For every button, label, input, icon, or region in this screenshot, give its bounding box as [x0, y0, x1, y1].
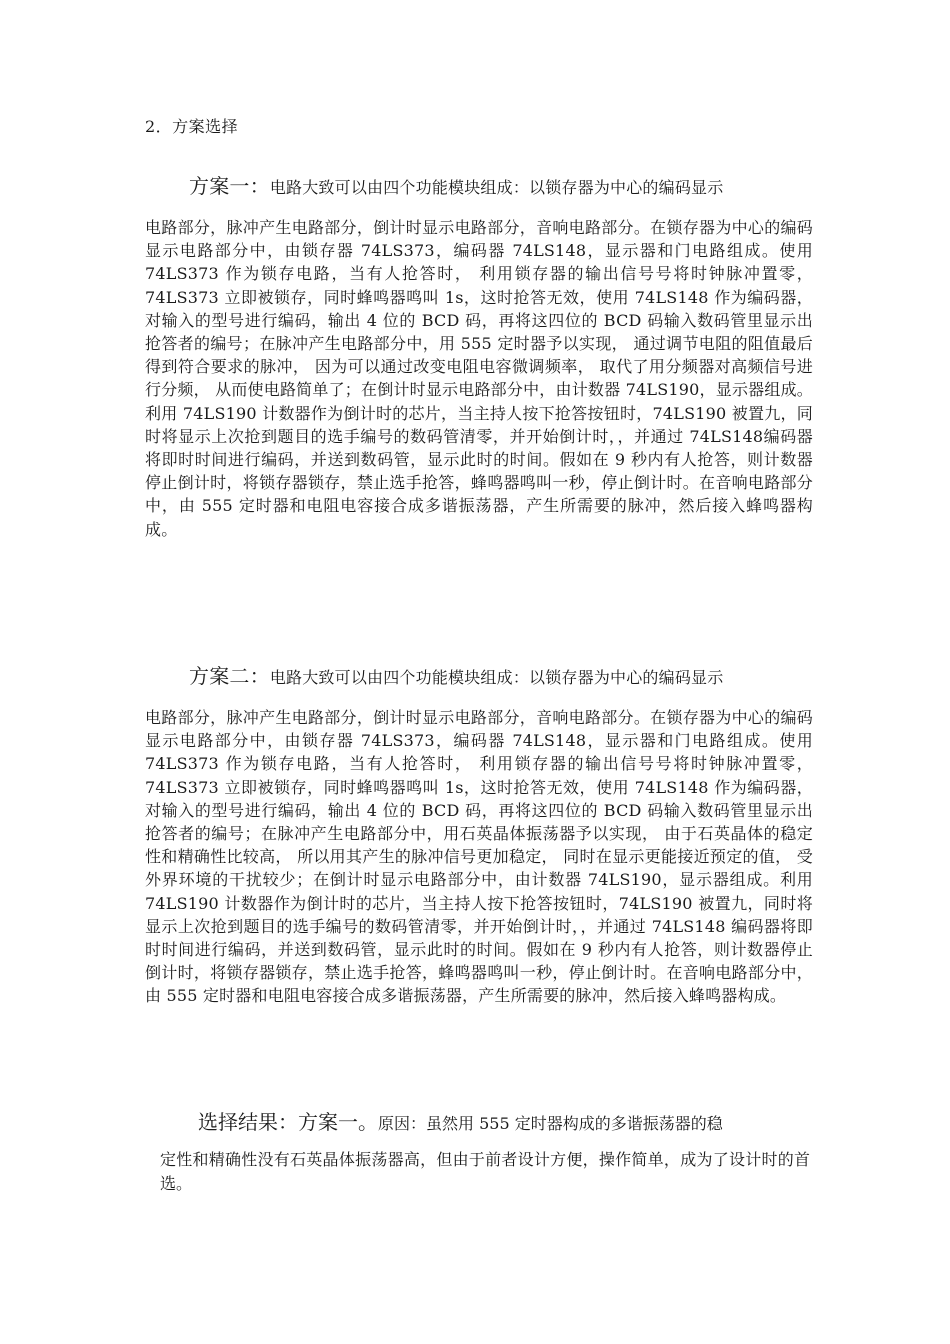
- result-body: 定性和精确性没有石英晶体振荡器高，但由于前者设计方便，操作简单，成为了设计时的首选。: [160, 1150, 810, 1193]
- plan-two-paragraph: [145, 662, 813, 1008]
- plan-two-body: 电路部分，脉冲产生电路部分，倒计时显示电路部分，音响电路部分。在锁存器为中心的编码显示电路部分中，由锁存器 74LS373，编码器 74LS148，显示器和门电路组成。使用 74LS373 作为锁存电路，当有人抢答时， 利用锁存器的输出信号号将时钟脉冲置零，74LS373 立即被锁存，同时蜂鸣器鸣叫 1s，这时抢答无效，使用 74LS148 作为编码器，对输入的型号进行编码，输出 4 位的 BCD 码，再将这四位的 BCD 码输入数码管里显示出抢答者的编号；在脉冲产生电路部分中，用石英晶体振荡器予以实现， 由于石英晶体的稳定性和精确性比较高， 所以用其产生的脉冲信号更加稳定， 同时在显示更能接近预定的值， 受外界环境的干扰较少；在倒计时显示电路部分中，由计数器 74LS190，显示器组成。利用 74LS190 计数器作为倒计时的芯片，当主持人按下抢答按钮时，74LS190 被置九，同时将显示上次抢到题目的选手编号的数码管清零，并开始倒计时，，并通过 74LS148 编码器将即时时间进行编码，并送到数码管，显示此时的时间。假如在 9 秒内有人抢答，则计数器停止倒计时，将锁存器锁存，禁止选手抢答，蜂鸣器鸣叫一秒，停止倒计时。在音响电路部分中，由 555 定时器和电阻电容接合成多谐振荡器，产生所需要的脉冲，然后接入蜂鸣器构成。: [145, 708, 813, 1006]
- result-first-line: [198, 1108, 810, 1138]
- plan-two-first-text: 电路大致可以由四个功能模块组成：以锁存器为中心的编码显示: [269, 668, 724, 687]
- plan-one-first-line: [189, 172, 813, 202]
- plan-two-first-line: [189, 662, 813, 692]
- section-title: 2．方案选择: [145, 117, 239, 136]
- plan-two-lead: 方案二：: [189, 664, 270, 688]
- plan-one-first-text: 电路大致可以由四个功能模块组成：以锁存器为中心的编码显示: [269, 178, 724, 197]
- result-paragraph: [160, 1108, 810, 1195]
- plan-one-lead: 方案一：: [189, 174, 270, 198]
- result-lead: 选择结果：方案一。: [198, 1110, 378, 1134]
- plan-one-body: 电路部分，脉冲产生电路部分，倒计时显示电路部分，音响电路部分。在锁存器为中心的编码显示电路部分中，由锁存器 74LS373，编码器 74LS148，显示器和门电路组成。使用 74LS373 作为锁存电路，当有人抢答时， 利用锁存器的输出信号号将时钟脉冲置零，74LS373 立即被锁存，同时蜂鸣器鸣叫 1s，这时抢答无效，使用 74LS148 作为编码器，对输入的型号进行编码，输出 4 位的 BCD 码，再将这四位的 BCD 码输入数码管里显示出抢答者的编号；在脉冲产生电路部分中，用 555 定时器予以实现， 通过调节电阻的阻值最后得到符合要求的脉冲， 因为可以通过改变电阻电容微调频率， 取代了用分频器对高频信号进行分频， 从而使电路简单了；在倒计时显示电路部分中，由计数器 74LS190，显示器组成。利用 74LS190 计数器作为倒计时的芯片，当主持人按下抢答按钮时，74LS190 被置九，同时将显示上次抢到题目的选手编号的数码管清零，并开始倒计时，，并通过 74LS148编码器将即时时间进行编码，并送到数码管，显示此时的时间。假如在 9 秒内有人抢答，则计数器停止倒计时，将锁存器锁存，禁止选手抢答，蜂鸣器鸣叫一秒，停止倒计时。在音响电路部分中，由 555 定时器和电阻电容接合成多谐振荡器，产生所需要的脉冲，然后接入蜂鸣器构成。: [145, 218, 813, 539]
- plan-one-paragraph: [145, 172, 813, 541]
- result-first-text: 原因：虽然用 555 定时器构成的多谐振荡器的稳: [378, 1114, 723, 1133]
